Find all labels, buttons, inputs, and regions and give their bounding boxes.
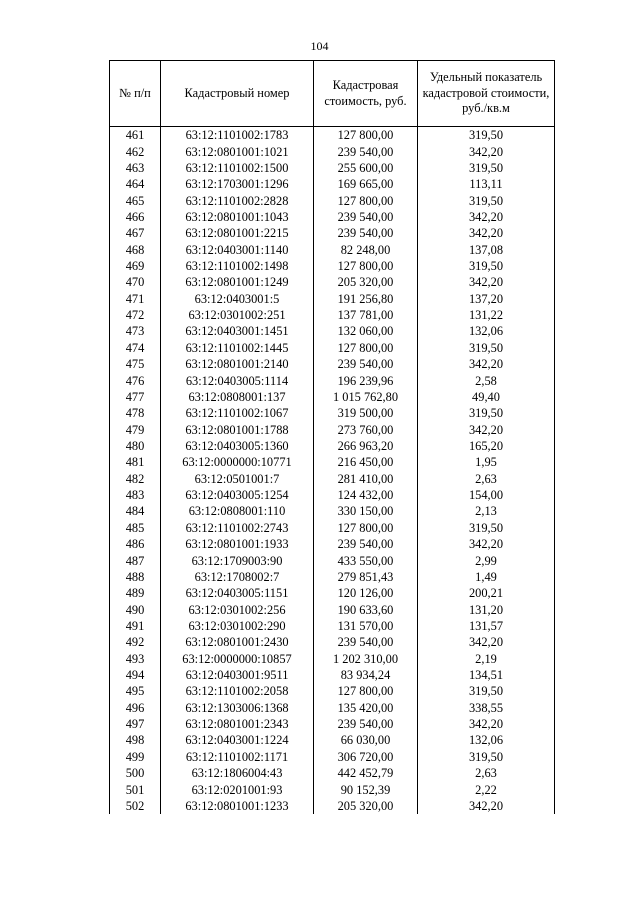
cell-cadastral-value: 190 633,60 (314, 601, 418, 617)
cell-cadastral-value: 216 450,00 (314, 454, 418, 470)
table-row (110, 389, 555, 405)
cell-cadastral-value: 66 030,00 (314, 732, 418, 748)
cell-cadastral-number: 63:12:0403005:1360 (161, 438, 314, 454)
table-row (110, 225, 555, 241)
table-row (110, 536, 555, 552)
cell-cadastral-value: 83 934,24 (314, 667, 418, 683)
table-row (110, 242, 555, 258)
cell-specific-value: 342,20 (418, 798, 555, 814)
cell-cadastral-number: 63:12:0403001:1224 (161, 732, 314, 748)
cell-cadastral-value: 239 540,00 (314, 209, 418, 225)
cell-cadastral-number: 63:12:1709003:90 (161, 552, 314, 568)
cell-specific-value: 200,21 (418, 585, 555, 601)
cell-cadastral-number: 63:12:0801001:1043 (161, 209, 314, 225)
cell-cadastral-value: 279 851,43 (314, 569, 418, 585)
table-row (110, 601, 555, 617)
cell-cadastral-number: 63:12:1101002:1067 (161, 405, 314, 421)
table-row (110, 798, 555, 814)
cell-specific-value: 342,20 (418, 716, 555, 732)
table-row (110, 323, 555, 339)
cell-row-number: 479 (110, 421, 161, 437)
cell-row-number: 502 (110, 798, 161, 814)
cell-cadastral-number: 63:12:1101002:2743 (161, 520, 314, 536)
cell-cadastral-number: 63:12:0801001:1021 (161, 143, 314, 159)
cell-cadastral-number: 63:12:0501001:7 (161, 471, 314, 487)
cell-cadastral-number: 63:12:1806004:43 (161, 765, 314, 781)
table-row (110, 127, 555, 144)
header-row-number: № п/п (110, 61, 161, 127)
cell-specific-value: 2,63 (418, 471, 555, 487)
cell-cadastral-value: 239 540,00 (314, 716, 418, 732)
cell-cadastral-number: 63:12:0301002:256 (161, 601, 314, 617)
cell-cadastral-number: 63:12:0000000:10771 (161, 454, 314, 470)
cell-row-number: 494 (110, 667, 161, 683)
cell-cadastral-number: 63:12:0801001:2430 (161, 634, 314, 650)
cell-specific-value: 342,20 (418, 421, 555, 437)
cell-specific-value: 165,20 (418, 438, 555, 454)
table-body (110, 127, 555, 815)
cell-specific-value: 132,06 (418, 732, 555, 748)
cell-cadastral-value: 191 256,80 (314, 291, 418, 307)
cell-specific-value: 342,20 (418, 209, 555, 225)
cell-specific-value: 2,99 (418, 552, 555, 568)
cell-specific-value: 134,51 (418, 667, 555, 683)
cell-specific-value: 342,20 (418, 225, 555, 241)
cell-row-number: 471 (110, 291, 161, 307)
cell-cadastral-value: 255 600,00 (314, 160, 418, 176)
cell-cadastral-value: 127 800,00 (314, 683, 418, 699)
cell-cadastral-number: 63:12:1101002:2828 (161, 192, 314, 208)
cell-row-number: 495 (110, 683, 161, 699)
cell-specific-value: 113,11 (418, 176, 555, 192)
cell-row-number: 472 (110, 307, 161, 323)
cell-row-number: 481 (110, 454, 161, 470)
cell-row-number: 486 (110, 536, 161, 552)
header-row (110, 61, 555, 127)
table-row (110, 569, 555, 585)
cell-cadastral-value: 433 550,00 (314, 552, 418, 568)
cell-cadastral-number: 63:12:0808001:137 (161, 389, 314, 405)
table-row (110, 176, 555, 192)
table-row (110, 405, 555, 421)
cell-specific-value: 342,20 (418, 536, 555, 552)
table-row (110, 160, 555, 176)
page-number: 104 (310, 39, 329, 53)
cell-cadastral-value: 281 410,00 (314, 471, 418, 487)
cell-cadastral-number: 63:12:0301002:290 (161, 618, 314, 634)
cell-cadastral-number: 63:12:1101002:2058 (161, 683, 314, 699)
cell-cadastral-number: 63:12:1101002:1498 (161, 258, 314, 274)
cell-specific-value: 342,20 (418, 143, 555, 159)
cell-row-number: 501 (110, 781, 161, 797)
cell-cadastral-number: 63:12:1708002:7 (161, 569, 314, 585)
cell-cadastral-value: 205 320,00 (314, 798, 418, 814)
cell-cadastral-number: 63:12:0403001:1140 (161, 242, 314, 258)
cell-specific-value: 1,49 (418, 569, 555, 585)
table-row (110, 634, 555, 650)
cell-row-number: 496 (110, 700, 161, 716)
cell-specific-value: 342,20 (418, 634, 555, 650)
cell-row-number: 469 (110, 258, 161, 274)
table-row (110, 765, 555, 781)
cell-row-number: 475 (110, 356, 161, 372)
table-row (110, 618, 555, 634)
cell-row-number: 482 (110, 471, 161, 487)
cell-row-number: 473 (110, 323, 161, 339)
cell-cadastral-value: 169 665,00 (314, 176, 418, 192)
cell-row-number: 498 (110, 732, 161, 748)
cell-specific-value: 319,50 (418, 683, 555, 699)
cell-row-number: 497 (110, 716, 161, 732)
cell-specific-value: 2,13 (418, 503, 555, 519)
cell-cadastral-number: 63:12:0801001:2140 (161, 356, 314, 372)
cell-row-number: 499 (110, 749, 161, 765)
cell-specific-value: 1,95 (418, 454, 555, 470)
cell-specific-value: 319,50 (418, 749, 555, 765)
cell-specific-value: 342,20 (418, 274, 555, 290)
cell-cadastral-number: 63:12:0403005:1254 (161, 487, 314, 503)
cell-cadastral-value: 127 800,00 (314, 520, 418, 536)
header-cadastral-value: Кадастровая стоимость, руб. (314, 61, 418, 127)
cell-row-number: 493 (110, 651, 161, 667)
table-row (110, 700, 555, 716)
table-row (110, 683, 555, 699)
cell-row-number: 474 (110, 340, 161, 356)
cell-specific-value: 338,55 (418, 700, 555, 716)
cell-specific-value: 137,20 (418, 291, 555, 307)
cell-cadastral-value: 131 570,00 (314, 618, 418, 634)
cell-cadastral-number: 63:12:1101002:1171 (161, 749, 314, 765)
cell-specific-value: 137,08 (418, 242, 555, 258)
cell-cadastral-value: 239 540,00 (314, 143, 418, 159)
header-cadastral-number: Кадастровый номер (161, 61, 314, 127)
cell-cadastral-number: 63:12:0801001:2343 (161, 716, 314, 732)
cell-row-number: 490 (110, 601, 161, 617)
cell-row-number: 464 (110, 176, 161, 192)
cell-cadastral-value: 306 720,00 (314, 749, 418, 765)
cell-cadastral-number: 63:12:0808001:110 (161, 503, 314, 519)
table-row (110, 291, 555, 307)
cell-cadastral-value: 239 540,00 (314, 536, 418, 552)
cell-cadastral-value: 239 540,00 (314, 356, 418, 372)
cell-cadastral-value: 127 800,00 (314, 340, 418, 356)
cell-cadastral-number: 63:12:0801001:1249 (161, 274, 314, 290)
cell-specific-value: 319,50 (418, 258, 555, 274)
cell-cadastral-number: 63:12:1303006:1368 (161, 700, 314, 716)
table-row (110, 258, 555, 274)
cell-cadastral-number: 63:12:0801001:1788 (161, 421, 314, 437)
cell-cadastral-number: 63:12:0301002:251 (161, 307, 314, 323)
cell-specific-value: 319,50 (418, 192, 555, 208)
cell-specific-value: 2,19 (418, 651, 555, 667)
cell-specific-value: 2,58 (418, 372, 555, 388)
cell-cadastral-number: 63:12:0403001:5 (161, 291, 314, 307)
cell-specific-value: 319,50 (418, 160, 555, 176)
cell-cadastral-number: 63:12:0201001:93 (161, 781, 314, 797)
cell-specific-value: 2,22 (418, 781, 555, 797)
cell-row-number: 467 (110, 225, 161, 241)
cell-cadastral-value: 239 540,00 (314, 634, 418, 650)
cell-row-number: 476 (110, 372, 161, 388)
cell-cadastral-value: 205 320,00 (314, 274, 418, 290)
table-row (110, 274, 555, 290)
cell-cadastral-value: 120 126,00 (314, 585, 418, 601)
cell-cadastral-number: 63:12:0403001:1451 (161, 323, 314, 339)
cell-row-number: 500 (110, 765, 161, 781)
cell-specific-value: 342,20 (418, 356, 555, 372)
cell-cadastral-number: 63:12:1101002:1445 (161, 340, 314, 356)
cell-specific-value: 319,50 (418, 127, 555, 144)
cell-row-number: 478 (110, 405, 161, 421)
cell-cadastral-number: 63:12:0000000:10857 (161, 651, 314, 667)
table-row (110, 454, 555, 470)
cell-row-number: 465 (110, 192, 161, 208)
cell-row-number: 483 (110, 487, 161, 503)
cell-row-number: 489 (110, 585, 161, 601)
cell-row-number: 484 (110, 503, 161, 519)
cell-specific-value: 319,50 (418, 405, 555, 421)
cell-row-number: 492 (110, 634, 161, 650)
cell-row-number: 491 (110, 618, 161, 634)
table-header (110, 61, 555, 127)
header-specific-value: Удельный показатель кадастровой стоимости, руб./кв.м (418, 61, 555, 127)
cell-row-number: 466 (110, 209, 161, 225)
table-row (110, 340, 555, 356)
cell-cadastral-value: 1 015 762,80 (314, 389, 418, 405)
cell-cadastral-value: 132 060,00 (314, 323, 418, 339)
cell-specific-value: 131,20 (418, 601, 555, 617)
table-row (110, 651, 555, 667)
cell-cadastral-value: 135 420,00 (314, 700, 418, 716)
cell-cadastral-value: 442 452,79 (314, 765, 418, 781)
cell-specific-value: 154,00 (418, 487, 555, 503)
cell-cadastral-value: 127 800,00 (314, 127, 418, 144)
table-row (110, 552, 555, 568)
cell-cadastral-value: 273 760,00 (314, 421, 418, 437)
cell-row-number: 463 (110, 160, 161, 176)
table-row (110, 781, 555, 797)
table-row (110, 716, 555, 732)
table-row (110, 749, 555, 765)
cell-cadastral-value: 90 152,39 (314, 781, 418, 797)
cell-cadastral-number: 63:12:1101002:1500 (161, 160, 314, 176)
cell-cadastral-number: 63:12:1101002:1783 (161, 127, 314, 144)
table-row (110, 585, 555, 601)
cell-cadastral-number: 63:12:0801001:1233 (161, 798, 314, 814)
cell-specific-value: 132,06 (418, 323, 555, 339)
cell-cadastral-number: 63:12:0403005:1151 (161, 585, 314, 601)
cell-cadastral-value: 137 781,00 (314, 307, 418, 323)
cell-row-number: 468 (110, 242, 161, 258)
cell-specific-value: 2,63 (418, 765, 555, 781)
cell-cadastral-number: 63:12:0403005:1114 (161, 372, 314, 388)
table-row (110, 471, 555, 487)
table-row (110, 667, 555, 683)
table-row (110, 520, 555, 536)
cell-row-number: 477 (110, 389, 161, 405)
cell-cadastral-value: 239 540,00 (314, 225, 418, 241)
table-row (110, 307, 555, 323)
table-row (110, 732, 555, 748)
cell-cadastral-number: 63:12:0801001:1933 (161, 536, 314, 552)
cell-cadastral-value: 1 202 310,00 (314, 651, 418, 667)
cell-row-number: 487 (110, 552, 161, 568)
table-row (110, 192, 555, 208)
cell-specific-value: 131,57 (418, 618, 555, 634)
cell-specific-value: 49,40 (418, 389, 555, 405)
cell-cadastral-value: 266 963,20 (314, 438, 418, 454)
cell-cadastral-value: 127 800,00 (314, 192, 418, 208)
cell-cadastral-value: 196 239,96 (314, 372, 418, 388)
cell-cadastral-value: 330 150,00 (314, 503, 418, 519)
cell-specific-value: 319,50 (418, 340, 555, 356)
cell-cadastral-value: 319 500,00 (314, 405, 418, 421)
cell-specific-value: 131,22 (418, 307, 555, 323)
cell-specific-value: 319,50 (418, 520, 555, 536)
cadastral-table (109, 60, 555, 814)
table-row (110, 209, 555, 225)
cell-cadastral-number: 63:12:0403001:9511 (161, 667, 314, 683)
table-row (110, 372, 555, 388)
table-row (110, 438, 555, 454)
table-row (110, 143, 555, 159)
cell-cadastral-value: 127 800,00 (314, 258, 418, 274)
cell-row-number: 485 (110, 520, 161, 536)
cell-row-number: 461 (110, 127, 161, 144)
cell-row-number: 480 (110, 438, 161, 454)
cell-cadastral-number: 63:12:0801001:2215 (161, 225, 314, 241)
table-row (110, 503, 555, 519)
cell-row-number: 462 (110, 143, 161, 159)
cell-cadastral-number: 63:12:1703001:1296 (161, 176, 314, 192)
cell-row-number: 470 (110, 274, 161, 290)
table-row (110, 421, 555, 437)
table-row (110, 487, 555, 503)
cell-row-number: 488 (110, 569, 161, 585)
table-row (110, 356, 555, 372)
cell-cadastral-value: 124 432,00 (314, 487, 418, 503)
cell-cadastral-value: 82 248,00 (314, 242, 418, 258)
